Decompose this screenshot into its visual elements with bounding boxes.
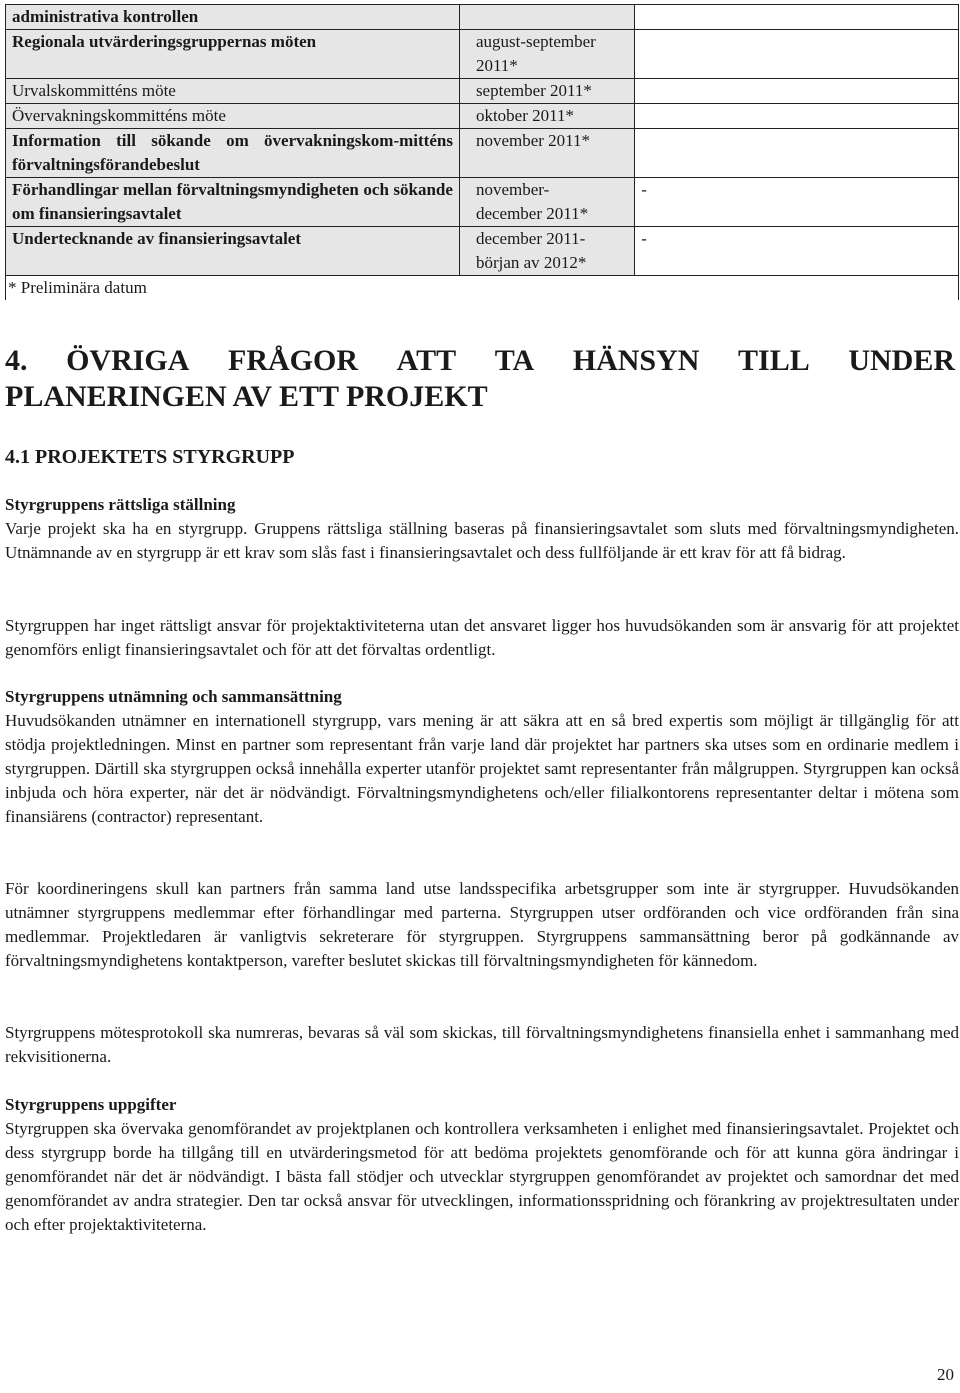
section-title-word: ÖVRIGA [66, 344, 190, 377]
paragraph-text: Styrgruppens mötesprotokoll ska numreras, bevaras så väl som skickas, till förvaltningsmyndighetens finansiella enhet i sammanhang med rekvisitionerna. [5, 1023, 959, 1066]
section-title-word: UNDER [848, 344, 955, 377]
table-cell-activity: Information till sökande om övervakningskom-mitténs förvaltningsförandebeslut [6, 129, 460, 178]
section-title-line2: PLANERINGEN AV ETT PROJEKT [5, 380, 488, 413]
table-row [6, 104, 959, 129]
section-title-line1 [5, 343, 955, 379]
table-cell-date: november 2011* [459, 129, 634, 178]
paragraph-heading: Styrgruppens uppgifter [5, 1095, 177, 1114]
table-cell-activity: Övervakningskommitténs möte [6, 104, 460, 129]
footnote: * Preliminära datum [6, 276, 635, 301]
page-number: 20 [937, 1365, 954, 1384]
paragraph [5, 1021, 959, 1069]
table-cell-extra [635, 79, 959, 104]
paragraph [5, 493, 959, 565]
table-cell-extra [635, 129, 959, 178]
table-cell-extra: - [635, 227, 959, 276]
paragraph-text: Huvudsökanden utnämner en internationell styrgrupp, vars mening är att säkra att en så bred expertis som möjligt är tillgänglig för att stödja projektledningen. Minst en partner som representant från varje land där projektet har partners ska utses som en ordinarie medlem i styrgruppen. Därtill ska styrgruppen också innehålla experter utanför projektet samt representanter från målgruppen. Styrgruppen kan också inbjuda och höra experter, när det är nödvändigt. Förvaltningsmyndighetens och/eller filialkontorens representanter deltar i mötena som finansiärens (contractor) representant. [5, 711, 959, 826]
table-cell-extra [635, 30, 959, 79]
paragraph-heading: Styrgruppens rättsliga ställning [5, 495, 236, 514]
table-cell-date [459, 5, 634, 30]
paragraph-heading: Styrgruppens utnämning och sammansättning [5, 687, 342, 706]
table-cell-activity: Undertecknande av finansieringsavtalet [6, 227, 460, 276]
table-cell-activity: Urvalskommitténs möte [6, 79, 460, 104]
table-row [6, 129, 959, 178]
table-cell-date: august-september 2011* [459, 30, 634, 79]
table-cell-activity: Regionala utvärderingsgruppernas möten [6, 30, 460, 79]
table-cell-extra: - [635, 178, 959, 227]
paragraph-text: Varje projekt ska ha en styrgrupp. Gruppens rättsliga ställning baseras på finansieringsavtalet som sluts med förvaltningsmyndigheten. Utnämnande av en styrgrupp är ett krav som slås fast i finansieringsavtalet och dess fullföljande är ett krav för att få bidrag. [5, 519, 959, 562]
table-cell-extra [635, 276, 959, 301]
section-title-word: ATT [396, 344, 457, 377]
paragraph [5, 1093, 959, 1237]
table-row [6, 5, 959, 30]
section-title [5, 343, 955, 415]
schedule-table [5, 4, 959, 300]
paragraph [5, 614, 959, 662]
section-title-word: FRÅGOR [228, 344, 359, 377]
table-cell-activity: Förhandlingar mellan förvaltningsmyndigheten och sökande om finansieringsavtalet [6, 178, 460, 227]
subsection-title: 4.1 PROJEKTETS STYRGRUPP [5, 446, 295, 468]
paragraph-text: Styrgruppen ska övervaka genomförandet av projektplanen och kontrollera verksamheten i enlighet med finansieringsavtalet. Projektet och dess styrgrupp borde ha tillgång till en utvärderingsmetod för att bedöma projektets genomförande och för att kunna göra ändringar i genomförandet när det är nödvändigt. I bästa fall stödjer och utvecklar styrgruppen genomförandet av projektet och samordnar det med genomförandet av andra strategier. Den tar också ansvar för utvecklingen, informationsspridning och förankring av projektresultaten under och efter projektaktiviteterna. [5, 1119, 959, 1234]
table-cell-date: december 2011- början av 2012* [459, 227, 634, 276]
section-title-word: TILL [738, 344, 810, 377]
table-cell-activity: administrativa kontrollen [6, 5, 460, 30]
paragraph [5, 685, 959, 829]
paragraph-text: Styrgruppen har inget rättsligt ansvar för projektaktiviteterna utan det ansvaret ligger hos huvudsökanden som är ansvarig för att projektet genomförs enligt finansieringsavtalet och för att det förvaltas ordentligt. [5, 616, 959, 659]
section-title-word: HÄNSYN [572, 344, 700, 377]
table-cell-date: september 2011* [459, 79, 634, 104]
table-footnote-row [6, 276, 959, 301]
table-cell-extra [635, 5, 959, 30]
table-cell-extra [635, 104, 959, 129]
table-cell-date: november- december 2011* [459, 178, 634, 227]
paragraph [5, 877, 959, 973]
table-row [6, 79, 959, 104]
table-row [6, 30, 959, 79]
table-cell-date: oktober 2011* [459, 104, 634, 129]
paragraph-text: För koordineringens skull kan partners från samma land utse landsspecifika arbetsgrupper som inte är styrgrupper. Huvudsökanden utnämner styrgruppens medlemmar efter förhandlingar med parterna. Styrgruppen utser ordföranden och vice ordföranden från sina medlemmar. Projektledaren är vanligtvis sekreterare för styrgruppen. Styrgruppens sammansättning beror på godkännande av förvaltningsmyndighetens kontaktperson, varefter beslutet skickas till förvaltningsmyndigheten för kännedom. [5, 879, 959, 970]
table-row [6, 178, 959, 227]
section-title-word: TA [494, 344, 535, 377]
table-row [6, 227, 959, 276]
section-title-word: 4. [5, 344, 28, 377]
